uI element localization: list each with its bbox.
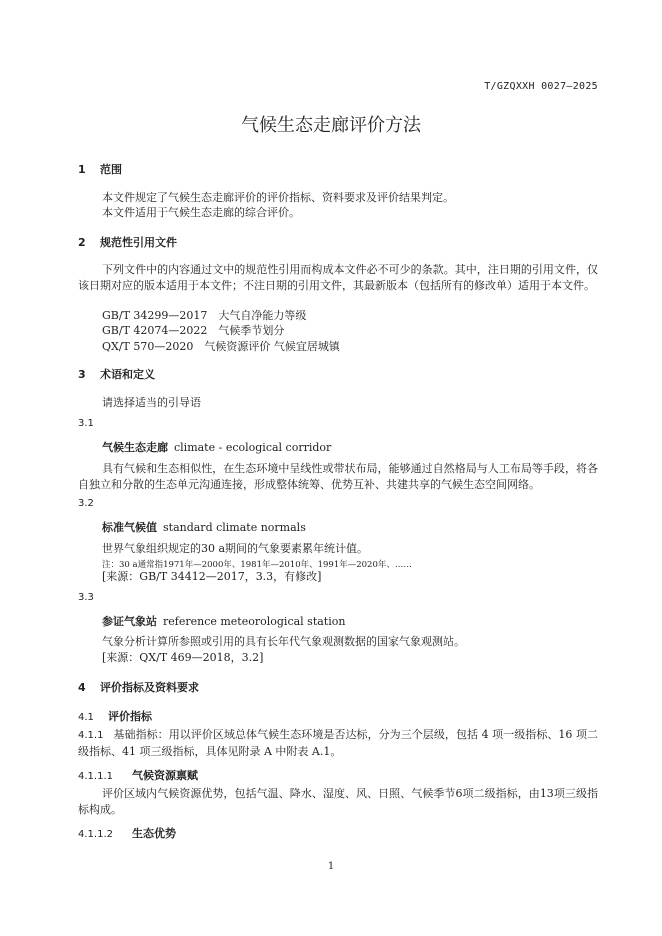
section-4-heading: [78, 679, 199, 695]
clause-4-1-1: [78, 727, 598, 760]
clause-4-1-1-1-heading: [78, 767, 198, 783]
reference-item: GB/T 42074—2022 气候季节划分: [102, 324, 285, 337]
section-2-para: 下列文件中的内容通过文中的规范性引用而构成本文件必不可少的条款。其中，注日期的引用文件，仅该日期对应的版本适用于本文件；不注日期的引用文件，其最新版本（包括所有的修改单）适用于本文件。: [78, 263, 598, 292]
term-number: 3.2: [78, 498, 94, 509]
reference-item: QX/T 570—2020 气候资源评价 气候宜居城镇: [102, 340, 340, 353]
section-number: 1: [78, 163, 86, 176]
term-definition: 世界气象组织规定的30 a期间的气象要素累年统计值。: [102, 542, 369, 555]
section-2-heading: [78, 234, 177, 250]
clause-number: 4.1.1.1: [78, 771, 113, 782]
subsection-number: 4.1: [78, 712, 94, 723]
term-en: standard climate normals: [163, 521, 306, 534]
page-number: 1: [327, 861, 335, 872]
reference-item: GB/T 34299—2017 大气自净能力等级: [102, 309, 307, 322]
section-number: 2: [78, 236, 86, 249]
term-definition: 气象分析计算所参照或引用的具有长年代气象观测数据的国家气象观测站。: [102, 635, 465, 648]
section-1-heading: [78, 161, 122, 177]
section-title: 评价指标及资料要求: [100, 681, 199, 694]
section-number: 3: [78, 368, 86, 381]
section-3-heading: [78, 366, 155, 382]
term-heading: [102, 613, 345, 629]
clause-4-1-1-1-text: 评价区域内气候资源优势，包括气温、降水、湿度、风、日照、气候季节6项二级指标，由13项三级指标构成。: [78, 787, 598, 816]
term-heading: [102, 439, 331, 455]
clause-text: 基础指标：用以评价区域总体气候生态环境是否达标，分为三个层级，包括 4 项一级指标、16 项二级指标、41 项三级指标，具体见附录 A 中附表 A.1。: [78, 728, 598, 758]
term-definition: 具有气候和生态相似性，在生态环境中呈线性或带状布局，能够通过自然格局与人工布局等手段，将各自独立和分散的生态单元沟通连接，形成整体统筹、优势互补、共建共享的气候生态空间网络。: [78, 462, 598, 491]
term-number: 3.3: [78, 592, 94, 603]
term-en: reference meteorological station: [163, 615, 346, 628]
section-3-intro: 请选择适当的引导语: [102, 396, 201, 409]
section-title: 规范性引用文件: [100, 236, 177, 249]
clause-title: 气候资源禀赋: [132, 769, 198, 782]
document-title: 气候生态走廊评价方法: [241, 115, 421, 136]
clause-number: 4.1.1: [78, 730, 104, 741]
term-number: 3.1: [78, 418, 94, 429]
section-number: 4: [78, 681, 86, 694]
section-1-para-1: 本文件规定了气候生态走廊评价的评价指标、资料要求及评价结果判定。: [102, 191, 454, 204]
standard-code: T/GZQXXH 0027—2025: [484, 81, 598, 92]
subsection-4-1-heading: [78, 708, 152, 724]
clause-title: 生态优势: [132, 827, 176, 840]
term-note: 注：30 a通常指1971年—2000年、1981年—2010年、1991年—2020年、……: [102, 560, 412, 570]
term-source: [来源：QX/T 469—2018，3.2]: [102, 651, 264, 664]
term-heading: [102, 519, 306, 535]
term-en: climate - ecological corridor: [174, 441, 332, 454]
section-1-para-2: 本文件适用于气候生态走廊的综合评价。: [102, 206, 300, 219]
subsection-title: 评价指标: [108, 710, 152, 723]
term-cn: 气候生态走廊: [102, 441, 168, 454]
section-title: 术语和定义: [100, 368, 155, 381]
term-source: [来源：GB/T 34412—2017，3.3，有修改]: [102, 570, 322, 583]
section-title: 范围: [100, 163, 122, 176]
clause-number: 4.1.1.2: [78, 829, 113, 840]
term-cn: 参证气象站: [102, 615, 157, 628]
term-cn: 标准气候值: [102, 521, 157, 534]
clause-4-1-1-2-heading: [78, 825, 176, 841]
